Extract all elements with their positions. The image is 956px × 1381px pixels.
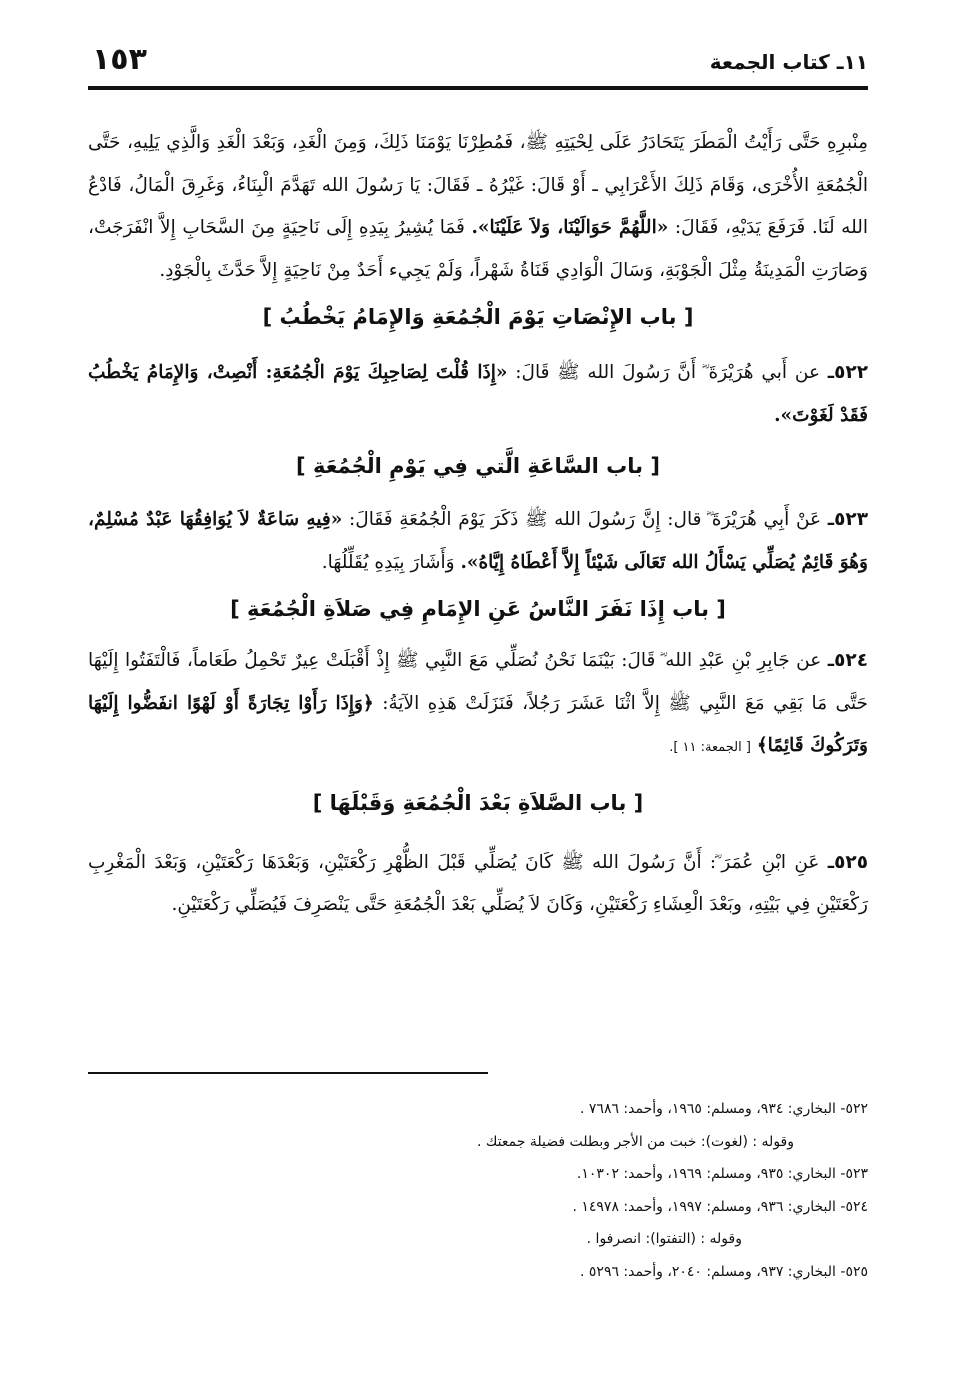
- footnotes: [88, 1093, 868, 1288]
- footnote-525: ٥٢٥- البخاري: ٩٣٧، ومسلم: ٢٠٤٠، وأحمد: ٥٢٩٦ .: [580, 1263, 868, 1280]
- footnote-rule: [88, 1072, 488, 1074]
- hadith-522: [88, 352, 868, 437]
- footnote-524: ٥٢٤- البخاري: ٩٣٦، ومسلم: ١٩٩٧، وأحمد: ١٤٩٧٨ .: [572, 1198, 868, 1215]
- hadith-523: [88, 499, 868, 584]
- footnote-524-note: وقوله : (التفتوا): انصرفوا .: [586, 1231, 742, 1247]
- chapter-heading-silence: [ باب الإِنْصَاتِ يَوْمَ الْجُمُعَةِ وَالإِمَامُ يَخْطُبُ ]: [262, 305, 694, 329]
- chapter-title: ١١ـ كتاب الجمعة: [709, 50, 868, 74]
- hadith-number: ٥٢٥ـ: [827, 851, 868, 873]
- footnote-522-note: وقوله : (لغوت): خبت من الأجر وبطلت فضيلة جمعتك .: [476, 1133, 794, 1150]
- prophet-quote: «فِيهِ سَاعَةٌ لاَ يُوَافِقُهَا عَبْدٌ مُسْلِمٌ، وَهُوَ قَائِمٌ يُصَلِّي يَسْأَلُ الله تَعَالَى شَيْئاً إِلاَّ أَعْطَاهُ إِيَّاهُ».: [88, 509, 868, 573]
- chapter-heading-hour: [ باب السَّاعَةِ الَّتي فِي يَوْمِ الْجُمُعَةِ ]: [296, 454, 660, 478]
- hadith-intro: عَنْ أَبِي هُرَيْرَةَ ؓ قال: إِنَّ رَسُولَ الله ﷺ ذَكَرَ يَوْمَ الْجُمُعَةِ فَقَالَ:: [349, 509, 822, 530]
- hadith-number: ٥٢٣ـ: [827, 509, 868, 530]
- running-header: [88, 40, 868, 86]
- quran-verse: ﴿وَإِذَا رَأَوْا تِجَارَةً أَوْ لَهْوًا انفَضُّوا إِلَيْهَا وَتَرَكُوكَ قَائِمًا﴾: [88, 692, 868, 756]
- hadith-end: وَأَشَارَ بِيَدِهِ يُقَلِّلُهَا.: [321, 551, 455, 573]
- paragraph-text: مِنْبرِهِ حَتَّى رَأَيْتُ الْمَطَرَ يَتَحَادَرُ عَلَى لِحْيَتِهِ ﷺ، فَمُطِرْنَا يَوْمَنَا ذَلِكَ، وَمِنَ الْغَدِ، وَبَعْدَ الْغَدِ وَالَّذِي يَلِيهِ، حَتَّى الْجُمُعَةِ الأُخْرَى، وَقَامَ ذَلِكَ الأَعْرَابِي ـ أَوْ قَالَ: غَيْرُهُ ـ فَقَالَ: يَا رَسُولَ الله تَهَدَّمَ الْبِنَاءُ، وَغَرِقَ الْمَالُ، فَادْعُ الله لَنَا. فَرَفَعَ يَدَيْهِ، فَقَالَ:: [88, 132, 869, 238]
- chapter-heading-dispersal: [ باب إِذَا نَفَرَ النَّاسُ عَنِ الإِمَامِ فِي صَلاَةِ الْجُمُعَةِ ]: [230, 597, 726, 621]
- hadith-text: عن جَابِرِ بْنِ عَبْدِ الله ؓ قَالَ: بَيْنَمَا نَحْنُ نُصَلِّي مَعَ النَّبِي ﷺ إِذْ أَقْبَلَتْ عِيرٌ تَحْمِلُ طَعَاماً، فَالْتَفَتُوا إِلَيْهَا حَتَّى مَا بَقِي مَعَ النَّبِي ﷺ إِلاَّ اثْنَا عَشَرَ رَجُلاً، فَنَزَلَتْ هَذِهِ الآيَةُ:: [88, 650, 868, 714]
- hadith-intro: عن أَبي هُرَيْرَةَ ؓ أَنَّ رَسُولَ الله ﷺ قَالَ:: [515, 362, 820, 383]
- hadith-number: ٥٢٢ـ: [827, 362, 868, 383]
- verse-reference: [ الجمعة: ١١ ].: [669, 740, 751, 755]
- hadith-525: [88, 842, 868, 927]
- footnote-523: ٥٢٣- البخاري: ٩٣٥، ومسلم: ١٩٦٩، وأحمد: ١٠٣٠٢.: [576, 1166, 868, 1182]
- prophet-quote: «إِذَا قُلْتَ لِصَاحِبِكَ يَوْمَ الْجُمُعَةِ: أَنْصِتْ، وَالإِمَامُ يَخْطُبُ فَقَدْ لَغَوْتَ».: [88, 362, 868, 426]
- main-text: [88, 122, 868, 927]
- footnote-522: ٥٢٢- البخاري: ٩٣٤، ومسلم: ١٩٦٥، وأحمد: ٧٦٨٦ .: [580, 1101, 868, 1117]
- hadith-524: [88, 640, 868, 770]
- chapter-heading-prayer: [ باب الصَّلاَةِ بَعْدَ الْجُمُعَةِ وَقَبْلَهَا ]: [312, 790, 644, 815]
- hadith-continuation: [88, 122, 868, 292]
- header-rule: [88, 86, 868, 90]
- page-number: ١٥٣: [92, 42, 147, 77]
- hadith-text: عَنِ ابْنِ عُمَرَ ؓ: أَنَّ رَسُولَ الله ﷺ كَانَ يُصَلِّي قَبْلَ الظُّهْرِ رَكْعَتَيْنِ، وَبَعْدَهَا رَكْعَتَيْنِ، وَبَعْدَ الْمَغْرِبِ رَكْعَتَيْنِ فِي بَيْتِهِ، وبَعْدَ الْعِشَاءِ رَكْعَتَيْنِ، وَكَانَ لاَ يُصَلِّي بَعْدَ الْجُمُعَةِ حَتَّى يَنْصَرِفَ فَيُصَلِّي رَكْعَتَيْنِ.: [88, 851, 868, 915]
- paragraph-text-end: فَمَا يُشِيرُ بِيَدِهِ إِلَى نَاحِيَةٍ مِنَ السَّحَابِ إِلاَّ انْفَرَجَتْ، وَصَارَتِ الْمَدِينَةُ مِثْلَ الْجَوْبَةِ، وَسَالَ الْوَادِي قَنَاةُ شَهْراً، وَلَمْ يَجِيء أَحَدٌ مِنْ نَاحِيَةٍ إِلاَّ حَدَّثَ بِالْجَوْدِ.: [88, 217, 868, 281]
- hadith-number: ٥٢٤ـ: [827, 650, 868, 671]
- prophet-quote: «اللَّهُمَّ حَوَالَيْنَا، وَلاَ عَلَيْنَا».: [471, 217, 669, 238]
